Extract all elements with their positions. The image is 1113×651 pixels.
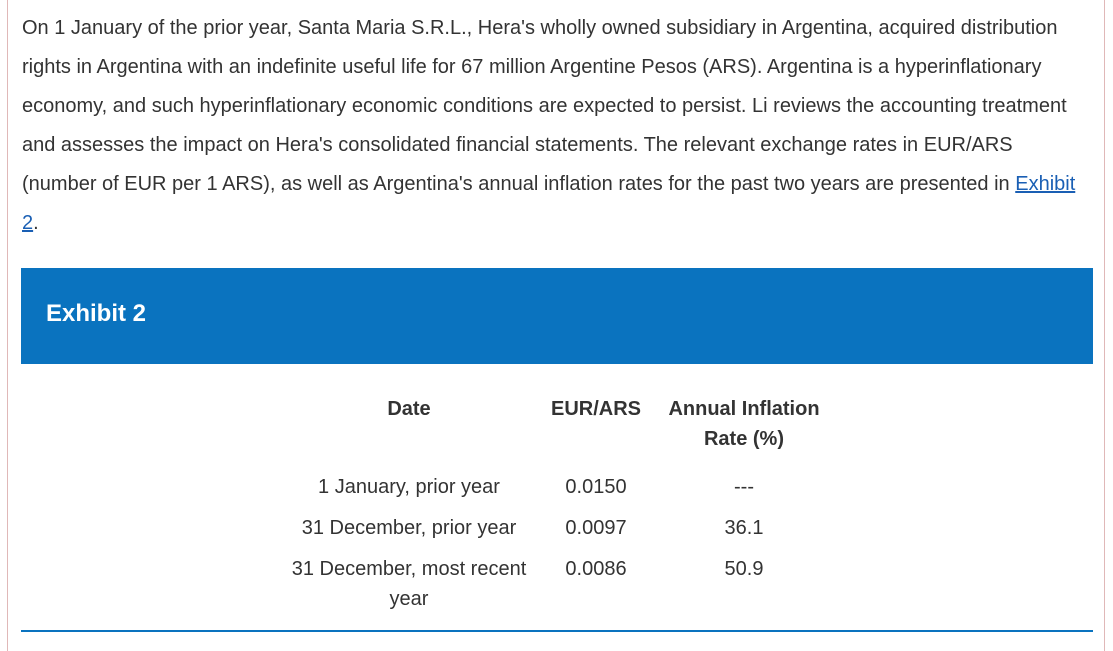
row-date: 1 January, prior year bbox=[318, 476, 500, 498]
table-row bbox=[272, 466, 842, 507]
table-row bbox=[272, 548, 842, 619]
passage-text: On 1 January of the prior year, Santa Maria S.R.L., Hera's wholly owned subsidiary in Argentina, acquired distribution rights in Argentina with an indefinite useful life for 67 million Argentine Pesos (ARS). Argentina is a hyperinflationary economy, and such hyperinflationary economic conditions are expected to persist. Li reviews the accounting treatment and assesses the impact on Hera's consolidated financial statements. The relevant exchange rates in EUR/ARS (number of EUR per 1 ARS), as well as Argentina's annual inflation rates for the past two years are presented in bbox=[22, 17, 1067, 195]
row-date: 31 December, prior year bbox=[301, 517, 517, 539]
header-date: Date bbox=[387, 398, 431, 420]
exhibit-bottom-divider bbox=[21, 630, 1093, 632]
header-eur-ars: EUR/ARS bbox=[550, 398, 641, 420]
passage-text-end: . bbox=[33, 212, 39, 234]
table-header-row bbox=[272, 390, 842, 466]
exhibit-2-link[interactable]: Exhibit 2 bbox=[22, 173, 1076, 234]
row-inflation: --- bbox=[734, 476, 754, 498]
row-rate: 0.0097 bbox=[565, 517, 627, 539]
table-row bbox=[272, 507, 842, 548]
row-rate: 0.0086 bbox=[565, 558, 627, 580]
row-inflation: 50.9 bbox=[724, 558, 764, 580]
exhibit-table bbox=[272, 390, 842, 619]
exhibit-title: Exhibit 2 bbox=[46, 300, 147, 327]
row-inflation: 36.1 bbox=[724, 517, 764, 539]
header-annual-inflation: Annual Inflation Rate (%) bbox=[668, 398, 820, 450]
row-rate: 0.0150 bbox=[565, 476, 627, 498]
case-passage bbox=[22, 9, 1092, 243]
exhibit-header bbox=[21, 268, 1093, 364]
row-date: 31 December, most recent year bbox=[291, 558, 527, 610]
